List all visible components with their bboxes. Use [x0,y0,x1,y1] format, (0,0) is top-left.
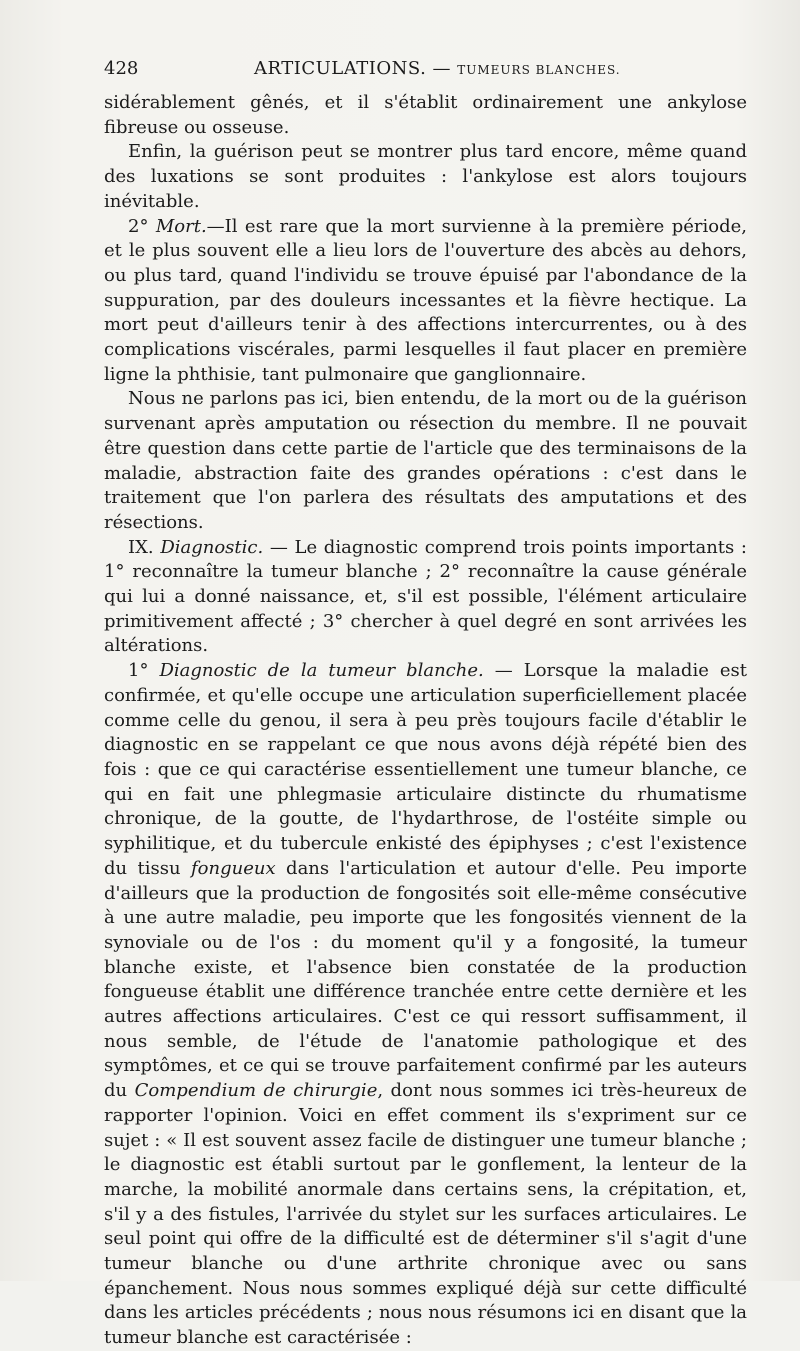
paragraph-p3 [104,215,747,388]
italic-text: Diagnostic de la tumeur blanche. [159,660,484,682]
italic-text: Mort. [155,215,207,237]
italic-text: Compendium de chirurgie [134,1080,378,1102]
paragraph-p5 [104,536,747,660]
text-run: — Lorsque la maladie est confirmée, et qu'elle occupe une articulation superficiellement placée comme celle du genou, il sera à peu près toujours facile d'établir le diagnostic en se rappelant ce que nous avons déjà répété bien des fois : que ce qui caractérise essentiellement une tumeur blanche, ce qui en fait une phlegmasie articulaire distincte du rhumatisme chronique, de la goutte, de l'hydarthrose, de l'ostéite simple ou syphilitique, et du tubercule enkisté des épiphyses ; c'est l'existence du tissu [104,660,747,879]
italic-text: Diagnostic. [160,536,264,558]
running-title [254,58,621,79]
running-title-main: ARTICULATIONS. [254,58,427,79]
text-run: —Il est rare que la mort survienne à la première période, et le plus souvent elle a lieu lors de l'ouverture des abcès au dehors, ou plus tard, quand l'individu se trouve épuisé par l'abondance de la suppuration, par des douleurs incessantes et la fièvre hectique. La mort peut d'ailleurs tenir à des affections intercurrentes, ou à des complications viscérales, parmi lesquelles il faut placer en première ligne la phthisie, tant pulmonaire que ganglionnaire. [104,215,747,385]
text-run: Nous ne parlons pas ici, bien entendu, de la mort ou de la guérison survenant après amputation ou résection du membre. Il ne pouvait être question dans cette partie de l'article que des terminaisons de la maladie, abstraction faite des grandes opérations : c'est dans le traitement que l'on parlera des résultats des amputations et des résections. [104,388,747,533]
running-header [104,58,744,84]
text-run: , dont nous sommes ici très-heureux de rapporter l'opinion. Voici en effet comment ils s'expriment sur ce sujet : « Il est souvent assez facile de distinguer une tumeur blanche ; le diagnostic est établi surtout par le gonflement, la lenteur de la marche, la mobilité anormale dans certains sens, la crépitation, et, s'il y a des fistules, l'arrivée du stylet sur les surfaces articulaires. Le seul point qui offre de la difficulté est de déterminer s'il s'agit d'une tumeur blanche ou d'une arthrite chronique avec ou sans épanchement. Nous nous sommes expliqué déjà sur cette difficulté dans les articles précédents ; nous nous résumons ici en disant que la tumeur blanche est caractérisée : [104,1080,748,1349]
page-number: 428 [104,58,139,79]
paragraph-p1 [104,91,747,140]
text-run: — Le diagnostic comprend trois points importants : 1° reconnaître la tumeur blanche ; 2° reconnaître la cause générale qui lui a donné naissance, et, s'il est possible, l'élément articulaire primitivement affecté ; 3° chercher à quel degré en sont arrivées les altérations. [104,536,747,657]
text-run: 2° [128,215,156,237]
paragraph-p4 [104,387,747,535]
running-title-sub: TUMEURS BLANCHES. [457,63,621,77]
text-run: IX. [128,536,161,558]
paragraph-p6 [104,659,747,1351]
running-title-separator: — [432,58,452,79]
text-run: Enfin, la guérison peut se montrer plus tard encore, même quand des luxations se sont produites : l'ankylose est alors toujours inévitable. [104,141,747,212]
paragraph-p2 [104,140,747,214]
text-run: sidérablement gênés, et il s'établit ordinairement une ankylose fibreuse ou osseuse. [104,92,747,138]
page-body-text [104,91,747,1351]
italic-text: fongueux [191,857,276,879]
text-run: dans l'articulation et autour d'elle. Peu importe d'ailleurs que la production de fongosités soit elle-même consécutive à une autre maladie, peu importe que les fongosités viennent de la synoviale ou de l'os : du moment qu'il y a fongosité, la tumeur blanche existe, et l'absence bien constatée de la production fongueuse établit une différence tranchée entre cette dernière et les autres affections articulaires. C'est ce qui ressort suffisamment, il nous semble, de l'étude de l'anatomie pathologique et des symptômes, et ce qui se trouve parfaitement confirmé par les auteurs du [104,857,747,1102]
text-run: 1° [128,660,160,682]
